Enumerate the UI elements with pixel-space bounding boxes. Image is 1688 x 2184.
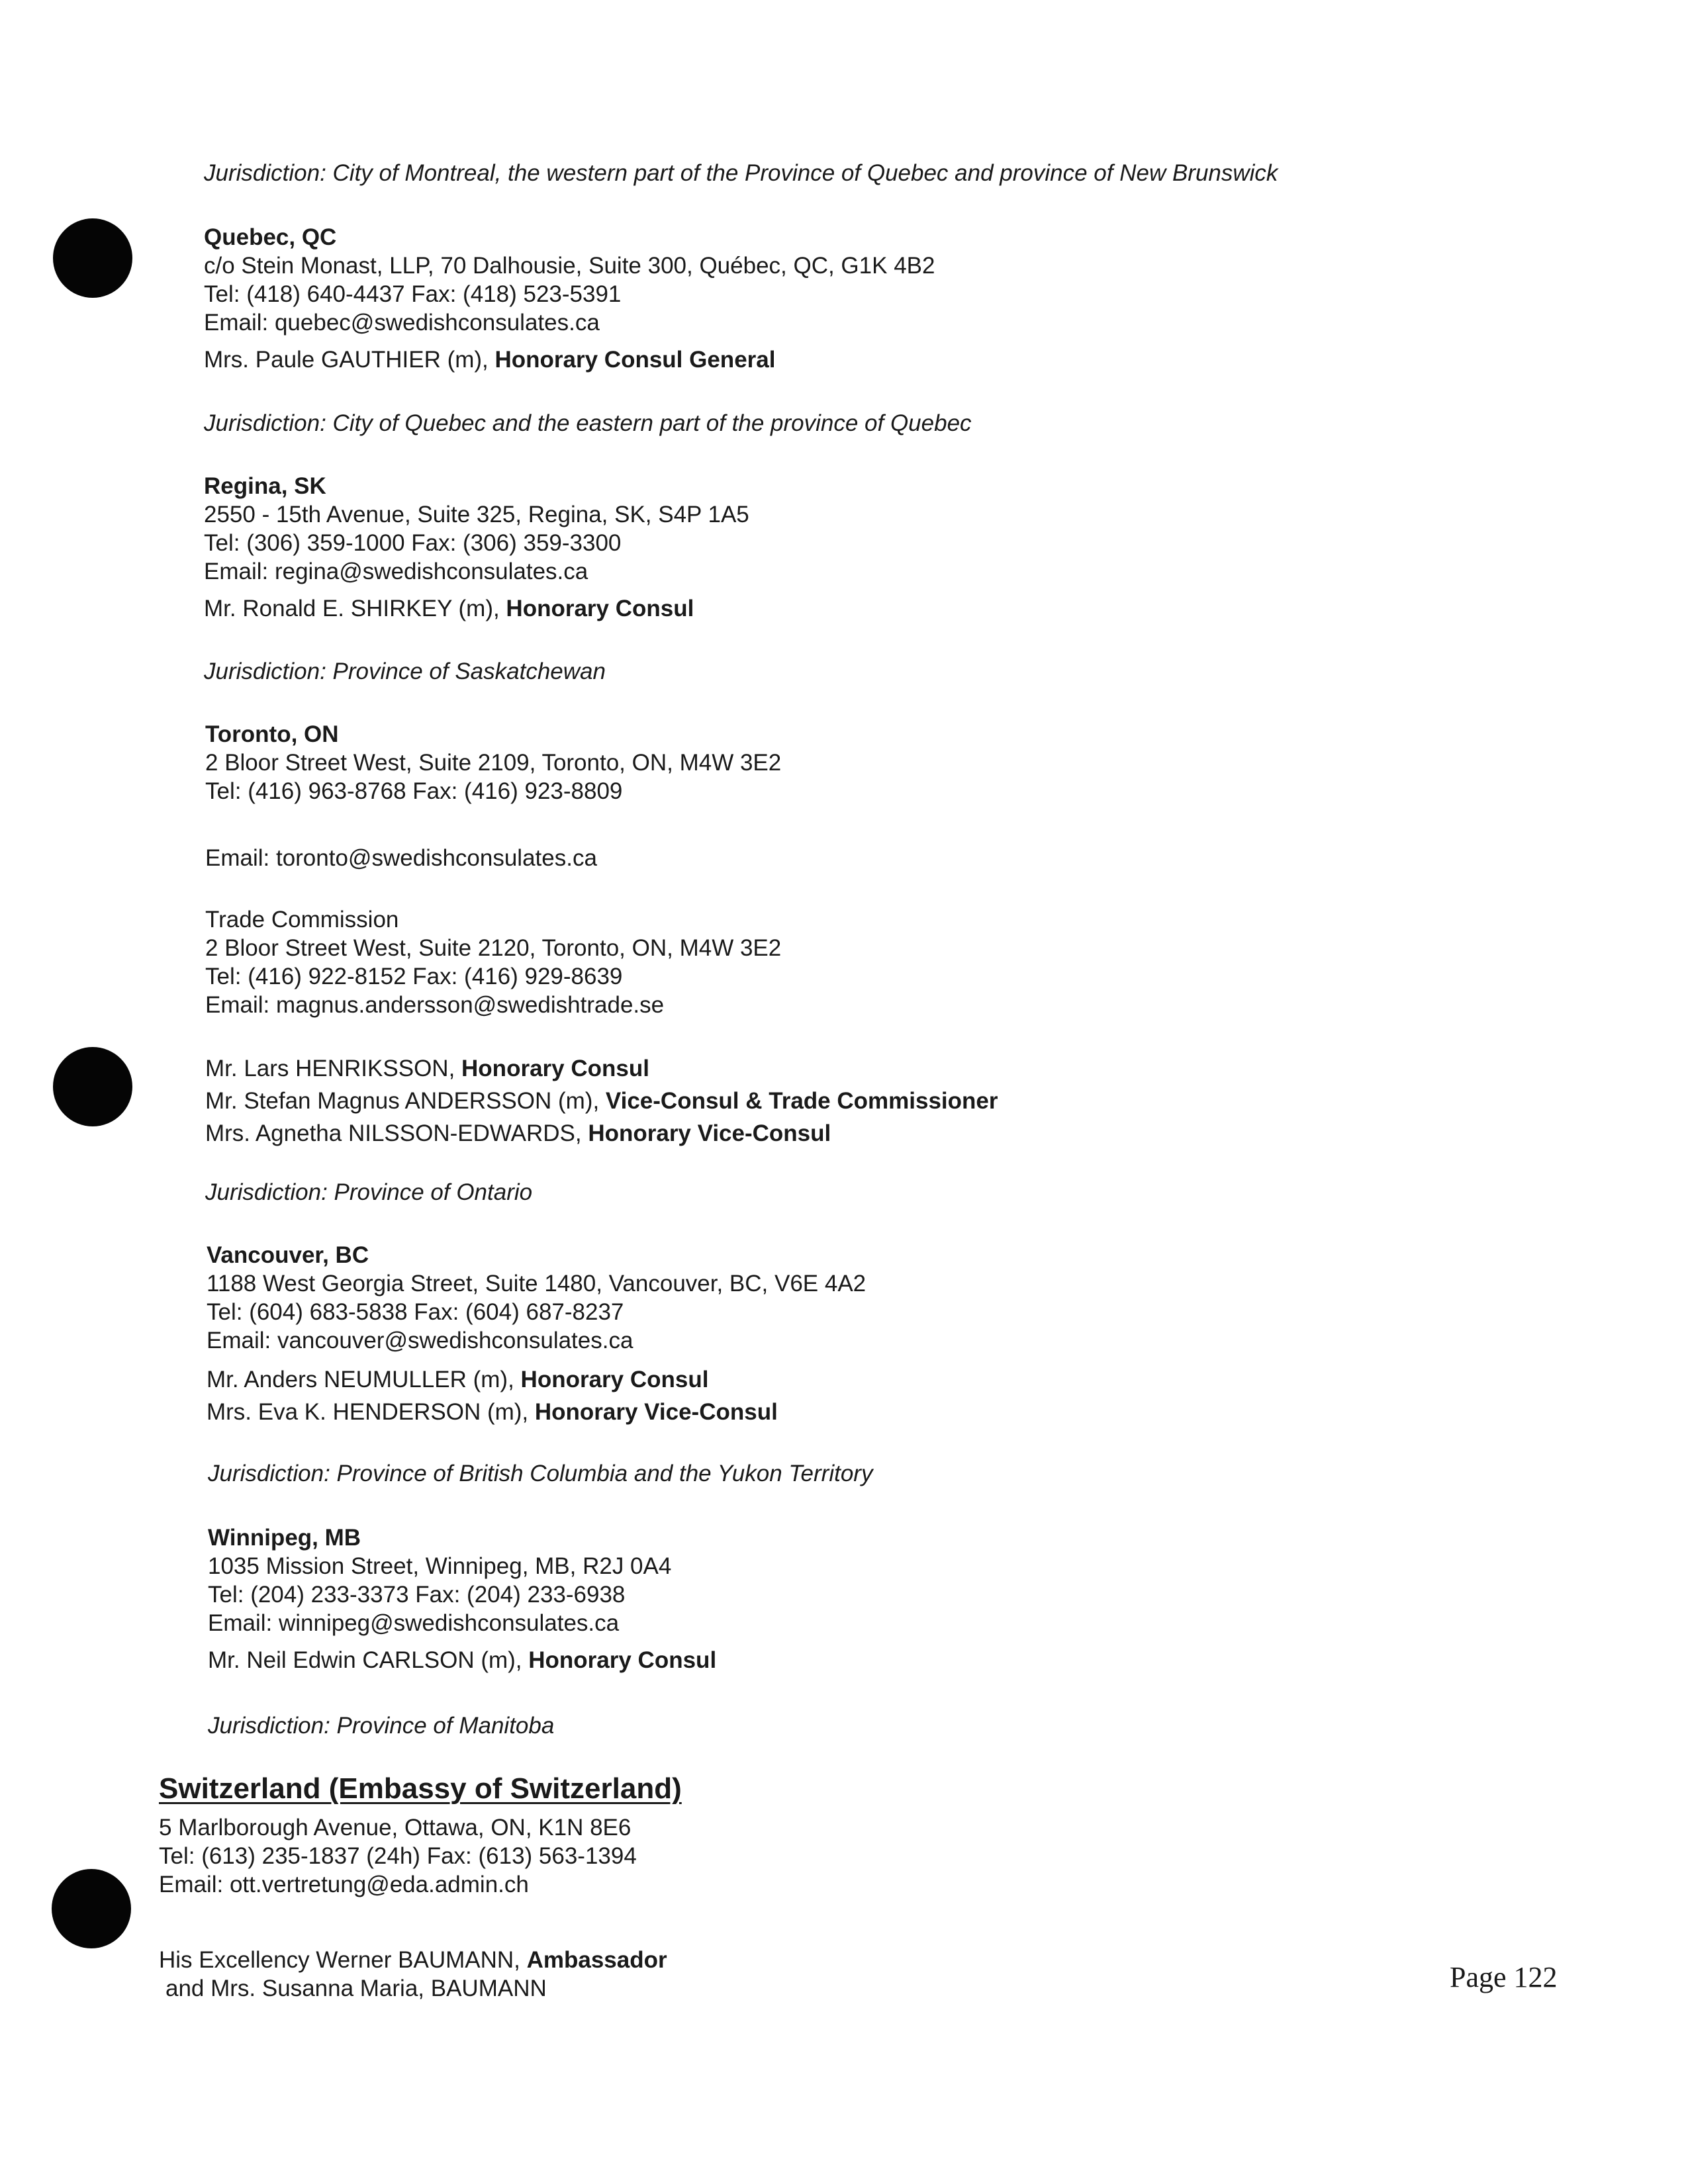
office-address: 2 Bloor Street West, Suite 2109, Toronto, ON, M4W 3E2 bbox=[205, 750, 782, 776]
ambassador-name: His Excellency Werner BAUMANN, bbox=[159, 1947, 527, 1973]
staff-title: Honorary Consul General bbox=[494, 347, 776, 373]
office-city: Regina, SK bbox=[204, 473, 326, 499]
staff-entry bbox=[207, 1363, 866, 1396]
staff-entry bbox=[204, 345, 935, 374]
country-heading-switzerland: Switzerland (Embassy of Switzerland) bbox=[159, 1772, 682, 1805]
staff-title: Vice-Consul & Trade Commissioner bbox=[605, 1088, 998, 1114]
montreal-jurisdiction: Jurisdiction: City of Montreal, the western part of the Province of Quebec and province of New Brunswick bbox=[204, 160, 1278, 186]
office-quebec bbox=[204, 223, 935, 374]
office-jurisdiction: Jurisdiction: Province of Manitoba bbox=[208, 1713, 555, 1739]
office-city: Winnipeg, MB bbox=[208, 1525, 361, 1551]
staff-name: Mr. Ronald E. SHIRKEY (m), bbox=[204, 596, 506, 621]
office-winnipeg bbox=[208, 1524, 716, 1674]
office-city: Toronto, ON bbox=[205, 721, 339, 747]
trade-commission bbox=[205, 905, 781, 1019]
office-jurisdiction: Jurisdiction: Province of Saskatchewan bbox=[204, 659, 606, 684]
ambassador-title: Ambassador bbox=[526, 1947, 667, 1973]
staff-name: Mrs. Agnetha NILSSON-EDWARDS, bbox=[205, 1120, 588, 1146]
staff-name: Mr. Neil Edwin CARLSON (m), bbox=[208, 1647, 529, 1673]
embassy-email: Email: ott.vertretung@eda.admin.ch bbox=[159, 1872, 529, 1897]
office-email: Email: quebec@swedishconsulates.ca bbox=[204, 310, 600, 336]
office-email: Email: toronto@swedishconsulates.ca bbox=[205, 845, 597, 871]
office-address: 1188 West Georgia Street, Suite 1480, Vancouver, BC, V6E 4A2 bbox=[207, 1271, 867, 1297]
office-city: Vancouver, BC bbox=[207, 1242, 369, 1268]
office-email: Email: winnipeg@swedishconsulates.ca bbox=[208, 1610, 620, 1636]
staff-title: Honorary Vice-Consul bbox=[534, 1399, 778, 1425]
staff-name: Mr. Lars HENRIKSSON, bbox=[205, 1056, 462, 1081]
office-phone: Tel: (418) 640-4437 Fax: (418) 523-5391 bbox=[204, 281, 622, 307]
staff-entry bbox=[208, 1646, 716, 1674]
staff-name: Mr. Anders NEUMULLER (m), bbox=[207, 1367, 521, 1392]
ambassador-spouse: and Mrs. Susanna Maria, BAUMANN bbox=[165, 1976, 547, 2001]
trade-commission-address: 2 Bloor Street West, Suite 2120, Toronto, ON, M4W 3E2 bbox=[205, 935, 782, 961]
staff-name: Mrs. Paule GAUTHIER (m), bbox=[204, 347, 495, 373]
office-jurisdiction: Jurisdiction: City of Quebec and the eastern part of the province of Quebec bbox=[204, 410, 972, 436]
office-regina bbox=[204, 472, 749, 623]
punch-hole-middle bbox=[53, 1047, 132, 1126]
office-email: Email: vancouver@swedishconsulates.ca bbox=[207, 1328, 633, 1353]
office-city: Quebec, QC bbox=[204, 224, 337, 250]
staff-title: Honorary Consul bbox=[520, 1367, 709, 1392]
staff-name: Mr. Stefan Magnus ANDERSSON (m), bbox=[205, 1088, 606, 1114]
embassy-phone: Tel: (613) 235-1837 (24h) Fax: (613) 563-1394 bbox=[159, 1843, 637, 1869]
staff-entry bbox=[207, 1396, 866, 1428]
staff-title: Honorary Consul bbox=[528, 1647, 717, 1673]
office-address: c/o Stein Monast, LLP, 70 Dalhousie, Suite 300, Québec, QC, G1K 4B2 bbox=[204, 253, 935, 279]
embassy-switzerland bbox=[159, 1813, 637, 1899]
office-toronto bbox=[205, 720, 781, 805]
ambassador-entry bbox=[159, 1946, 667, 1974]
staff-title: Honorary Consul bbox=[461, 1056, 649, 1081]
page-number: Page 122 bbox=[1450, 1961, 1558, 1993]
office-jurisdiction: Jurisdiction: Province of British Columbia and the Yukon Territory bbox=[208, 1461, 873, 1486]
staff-entry bbox=[204, 594, 749, 623]
embassy-address: 5 Marlborough Avenue, Ottawa, ON, K1N 8E6 bbox=[159, 1815, 632, 1841]
punch-hole-top bbox=[53, 218, 132, 298]
office-vancouver bbox=[207, 1241, 866, 1428]
office-toronto-email bbox=[205, 844, 597, 872]
trade-commission-phone: Tel: (416) 922-8152 Fax: (416) 929-8639 bbox=[205, 964, 623, 989]
office-phone: Tel: (204) 233-3373 Fax: (204) 233-6938 bbox=[208, 1582, 626, 1608]
office-jurisdiction: Jurisdiction: Province of Ontario bbox=[205, 1179, 533, 1205]
staff-entry bbox=[205, 1117, 998, 1150]
staff-name: Mrs. Eva K. HENDERSON (m), bbox=[207, 1399, 535, 1425]
toronto-staff bbox=[205, 1052, 998, 1150]
office-email: Email: regina@swedishconsulates.ca bbox=[204, 559, 588, 584]
trade-commission-email: Email: magnus.andersson@swedishtrade.se bbox=[205, 992, 665, 1018]
staff-entry bbox=[205, 1085, 998, 1117]
embassy-ambassador bbox=[159, 1946, 667, 2003]
trade-commission-label: Trade Commission bbox=[205, 907, 399, 933]
office-address: 2550 - 15th Avenue, Suite 325, Regina, SK, S4P 1A5 bbox=[204, 502, 749, 527]
office-phone: Tel: (604) 683-5838 Fax: (604) 687-8237 bbox=[207, 1299, 624, 1325]
staff-entry bbox=[205, 1052, 998, 1085]
staff-title: Honorary Vice-Consul bbox=[588, 1120, 831, 1146]
punch-hole-bottom bbox=[52, 1869, 131, 1948]
staff-title: Honorary Consul bbox=[506, 596, 694, 621]
office-phone: Tel: (306) 359-1000 Fax: (306) 359-3300 bbox=[204, 530, 622, 556]
office-address: 1035 Mission Street, Winnipeg, MB, R2J 0A4 bbox=[208, 1553, 672, 1579]
office-phone: Tel: (416) 963-8768 Fax: (416) 923-8809 bbox=[205, 778, 623, 804]
